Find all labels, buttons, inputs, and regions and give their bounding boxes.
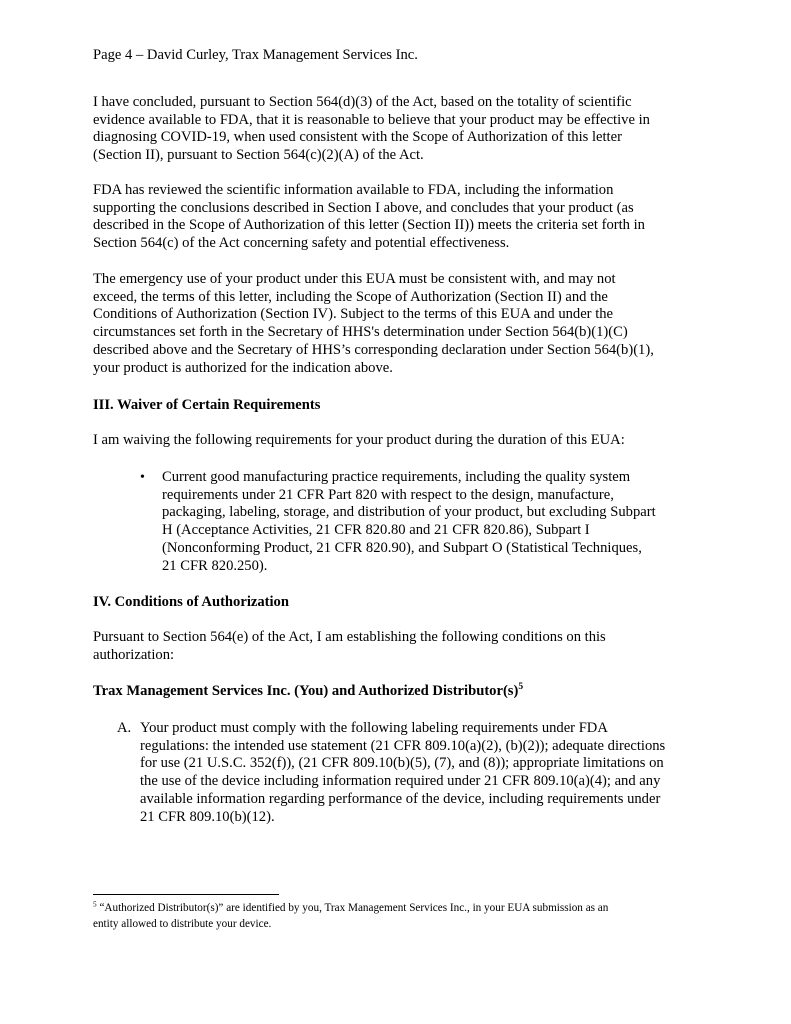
footnote-text: “Authorized Distributor(s)” are identified by you, Trax Management Services Inc., in your EUA submission as an — [96, 902, 609, 914]
paragraph-line: described in the Scope of Authorization of this letter (Section II)) meets the criteria set forth in — [93, 217, 645, 234]
footnote-divider — [93, 894, 279, 895]
bullet-line: 21 CFR 820.250). — [162, 557, 268, 574]
condition-line: 21 CFR 809.10(b)(12). — [140, 808, 275, 825]
paragraph-line: FDA has reviewed the scientific information available to FDA, including the information — [93, 182, 614, 198]
paragraph-review — [93, 182, 713, 253]
bullet-line: Current good manufacturing practice requirements, including the quality system — [162, 469, 631, 485]
section-iii-intro — [93, 432, 713, 450]
condition-line: available information regarding performance of the device, including requirements under — [140, 790, 661, 807]
footnote-line — [93, 901, 713, 917]
footnote-number: 5 — [93, 900, 97, 909]
paragraph-emergency-use — [93, 271, 713, 377]
bullet-icon: • — [140, 470, 145, 485]
running-header — [93, 47, 713, 65]
section-iv-heading — [93, 594, 713, 612]
list-marker: A. — [117, 720, 132, 736]
condition-line: for use (21 U.S.C. 352(f)), (21 CFR 809.10(b)(5), (7), and (8)); appropriate limitations on — [140, 755, 664, 772]
bullet-line: H (Acceptance Activities, 21 CFR 820.80 and 21 CFR 820.86), Subpart I — [162, 522, 590, 539]
bullet-line: packaging, labeling, storage, and distribution of your product, but excluding Subpart — [162, 504, 656, 521]
section-heading-text: IV. Conditions of Authorization — [93, 594, 289, 610]
running-head-text: Page 4 – David Curley, Trax Management Services Inc. — [93, 47, 418, 63]
section-iv-subheading — [93, 683, 713, 701]
subheading-text: Trax Management Services Inc. (You) and Authorized Distributor(s) — [93, 683, 519, 699]
section-iv-intro — [93, 629, 713, 664]
paragraph-line: The emergency use of your product under this EUA must be consistent with, and may not — [93, 271, 616, 287]
footnote-5 — [93, 901, 713, 932]
intro-line: authorization: — [93, 646, 175, 663]
condition-line: the use of the device including information required under 21 CFR 809.10(a)(4); and any — [140, 773, 661, 790]
paragraph-line: supporting the conclusions described in Section I above, and concludes that your product (as — [93, 199, 634, 216]
bullet-line: (Nonconforming Product, 21 CFR 820.90), and Subpart O (Statistical Techniques, — [162, 539, 642, 556]
footnote-line: entity allowed to distribute your device. — [93, 917, 272, 930]
paragraph-line: diagnosing COVID-19, when used consistent with the Scope of Authorization of this letter — [93, 129, 622, 146]
condition-line: regulations: the intended use statement (21 CFR 809.10(a)(2), (b)(2)); adequate directions — [140, 737, 666, 754]
paragraph-conclusion — [93, 94, 713, 165]
paragraph-line: described above and the Secretary of HHS’s corresponding declaration under Section 564(b)(1), — [93, 341, 654, 358]
intro-line: Pursuant to Section 564(e) of the Act, I am establishing the following conditions on this — [93, 629, 606, 645]
intro-text: I am waiving the following requirements for your product during the duration of this EUA: — [93, 432, 625, 448]
paragraph-line: Section 564(c) of the Act concerning safety and potential effectiveness. — [93, 235, 510, 252]
bullet-line: requirements under 21 CFR Part 820 with respect to the design, manufacture, — [162, 486, 614, 503]
paragraph-line: evidence available to FDA, that it is reasonable to believe that your product may be effective in — [93, 111, 650, 128]
condition-line: Your product must comply with the following labeling requirements under FDA — [140, 720, 608, 736]
paragraph-line: exceed, the terms of this letter, including the Scope of Authorization (Section II) and the — [93, 288, 608, 305]
bullet-text — [162, 469, 712, 575]
footnote-ref[interactable]: 5 — [518, 682, 524, 693]
paragraph-line: (Section II), pursuant to Section 564(c)(2)(A) of the Act. — [93, 147, 424, 164]
paragraph-line: your product is authorized for the indication above. — [93, 359, 393, 376]
section-heading-text: III. Waiver of Certain Requirements — [93, 397, 321, 413]
section-iii-heading — [93, 397, 713, 415]
paragraph-line: Conditions of Authorization (Section IV). Subject to the terms of this EUA and under the — [93, 306, 614, 323]
subheading-line — [93, 683, 713, 701]
condition-text — [140, 720, 715, 826]
paragraph-line: I have concluded, pursuant to Section 564(d)(3) of the Act, based on the totality of scientific — [93, 94, 632, 110]
paragraph-line: circumstances set forth in the Secretary of HHS's determination under Section 564(b)(1)(C) — [93, 324, 628, 341]
